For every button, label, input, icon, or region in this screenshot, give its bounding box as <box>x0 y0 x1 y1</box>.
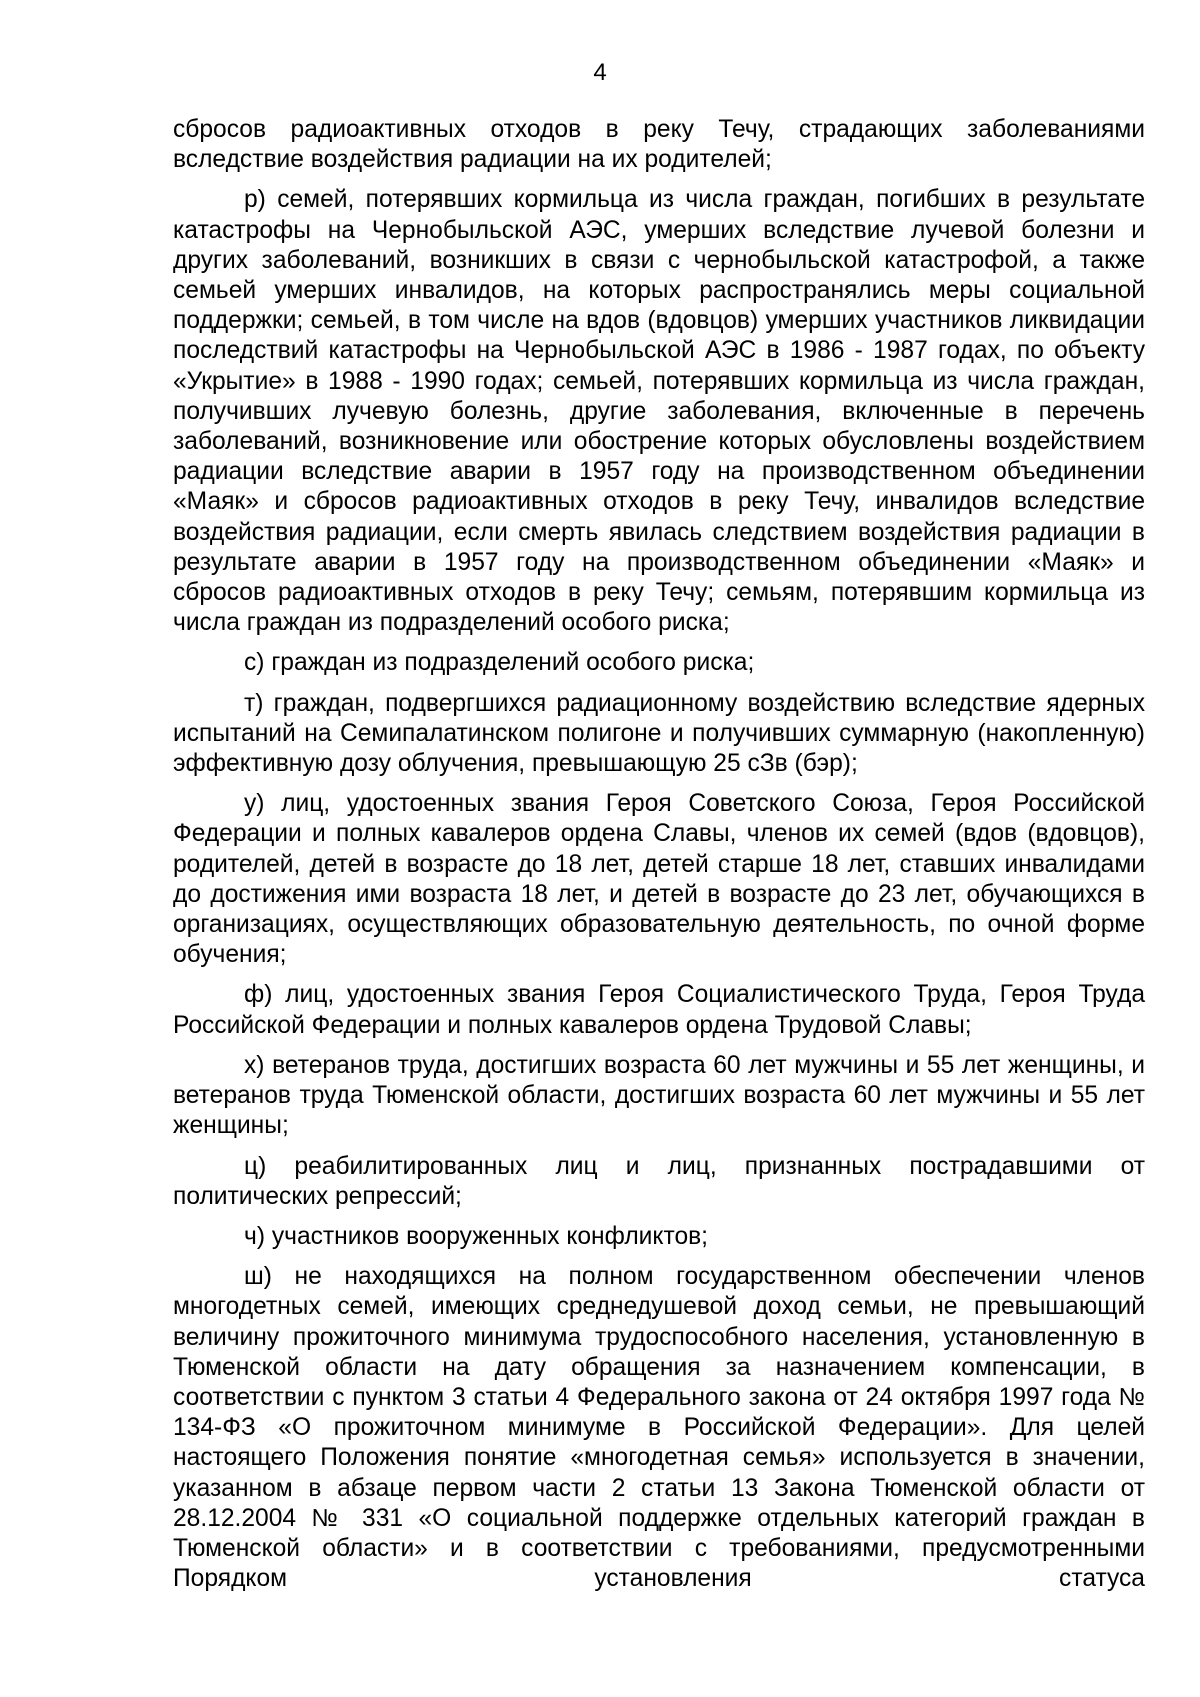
paragraph-item-ch: ч) участников вооруженных конфликтов; <box>244 1222 709 1250</box>
paragraph-item-r: р) семей, потерявших кормильца из числа граждан, погибших в результате катастрофы на Чернобыльской АЭС, умерших вследствие лучевой болезни и других заболеваний, возникших в связи с чернобыльской катастрофой, а также семьей умерших инвалидов, на которых распространялись меры социальной поддержки; семьей, в том числе на вдов (вдовцов) умерших участников ликвидации последствий катастрофы на Чернобыльской АЭС в 1986 - 1987 годах, по объекту «Укрытие» в 1988 - 1990 годах; семьей, потерявших кормильца из числа граждан, получивших лучевую болезнь, другие заболевания, включенные в перечень заболеваний, возникновение или обострение которых обусловлены воздействием радиации вследствие аварии в 1957 году на производственном объединении «Маяк» и сбросов радиоактивных отходов в реку Течу, инвалидов вследствие воздействия радиации, если смерть явилась следствием воздействия радиации в результате аварии в 1957 году на производственном объединении «Маяк» и сбросов радиоактивных отходов в реку Течу; семьям, потерявшим кормильца из числа граждан из подразделений особого риска; <box>173 186 1145 637</box>
paragraph-item-ts: ц) реабилитированных лиц и лиц, признанных пострадавшими от политических репрессий; <box>173 1152 1145 1210</box>
document-body <box>173 115 1145 1604</box>
paragraph-item-sh: ш) не находящихся на полном государственном обеспечении членов многодетных семей, имеющих среднедушевой доход семьи, не превышающий величину прожиточного минимума трудоспособного населения, установленную в Тюменской области на дату обращения за назначением компенсации, в соответствии с пунктом 3 статьи 4 Федерального закона от 24 октября 1997 года № 134-ФЗ «О прожиточном минимуме в Российской Федерации». Для целей настоящего Положения понятие «многодетная семья» используется в значении, указанном в абзаце первом части 2 статьи 13 Закона Тюменской области от 28.12.2004 № 331 «О социальной поддержке отдельных категорий граждан в Тюменской области» и в соответствии с требованиями, предусмотренными Порядком установления статуса <box>173 1263 1145 1593</box>
paragraph-item-h: х) ветеранов труда, достигших возраста 60 лет мужчины и 55 лет женщины, и ветеранов труда Тюменской области, достигших возраста 60 лет мужчины и 55 лет женщины; <box>173 1051 1145 1140</box>
paragraph-item-f: ф) лиц, удостоенных звания Героя Социалистического Труда, Героя Труда Российской Федерации и полных кавалеров ордена Трудовой Славы; <box>173 981 1145 1039</box>
page-number: 4 <box>593 59 607 86</box>
paragraph-item-s: с) граждан из подразделений особого риска; <box>244 649 755 677</box>
paragraph-item-t: т) граждан, подвергшихся радиационному воздействию вследствие ядерных испытаний на Семипалатинском полигоне и получивших суммарную (накопленную) эффективную дозу облучения, превышающую 25 сЗв (бэр); <box>173 689 1145 778</box>
paragraph-item-u: у) лиц, удостоенных звания Героя Советского Союза, Героя Российской Федерации и полных кавалеров ордена Славы, членов их семей (вдов (вдовцов), родителей, детей в возрасте до 18 лет, детей старше 18 лет, ставших инвалидами до достижения ими возраста 18 лет, и детей в возрасте до 23 лет, обучающихся в организациях, осуществляющих образовательную деятельность, по очной форме обучения; <box>173 790 1145 969</box>
paragraph-continuation: сбросов радиоактивных отходов в реку Течу, страдающих заболеваниями вследствие воздействия радиации на их родителей; <box>173 116 1145 174</box>
